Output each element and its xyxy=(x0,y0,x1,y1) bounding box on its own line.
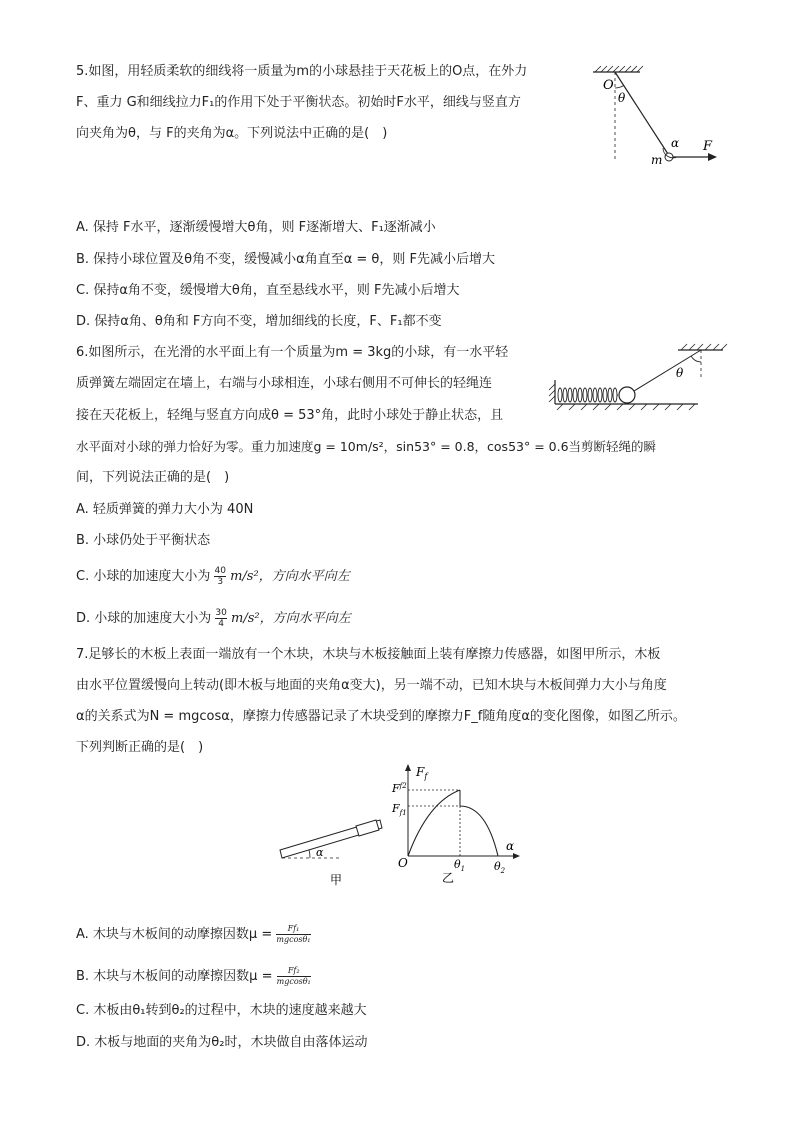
q6-stem-line5: 间，下列说法正确的是( ) xyxy=(76,470,230,485)
q7-option-d: D. 木板与地面的夹角为θ₂时，木块做自由落体运动 xyxy=(76,1035,368,1050)
q6-option-d xyxy=(76,608,351,629)
q5-stem-line2: F、重力 G和细线拉力F₁的作用下处于平衡状态。初始时F水平，细线与竖直方 xyxy=(76,95,521,110)
q7-stem-line1: 7.足够长的木板上表面一端放有一个木块，木块与木板接触面上装有摩擦力传感器，如图甲所示，木板 xyxy=(76,647,661,662)
q7-option-a-prefix: A. 木块与木板间的动摩擦因数μ = xyxy=(76,927,273,942)
q7-label-ff1: $F_{f1}$ xyxy=(392,802,407,817)
q5-option-a: A. 保持 F水平，逐渐缓慢增大θ角，则 F逐渐增大、F₁逐渐减小 xyxy=(76,220,436,235)
q5-label-O: O xyxy=(603,78,614,93)
q7-figure-jia xyxy=(272,800,392,890)
q7-figure-yi xyxy=(388,760,523,890)
q7-stem-line2: 由水平位置缓慢向上转动(即木板与地面的夹角α变大)，另一端不动，已知木块与木板间弹力大小与角度 xyxy=(76,678,667,693)
q6-option-d-numerator: 30 xyxy=(215,608,227,618)
q6-option-d-prefix: D. 小球的加速度大小为 xyxy=(76,611,212,626)
q5-option-c: C. 保持α角不变，缓慢增大θ角，直至悬线水平，则 F先减小后增大 xyxy=(76,283,460,298)
q7-option-c: C. 木板由θ₁转到θ₂的过程中，木块的速度越来越大 xyxy=(76,1003,367,1018)
q6-option-c-suffix: m/s²，方向水平向左 xyxy=(230,569,350,584)
q7-option-b-numerator: Ff₂ xyxy=(277,966,311,977)
q7-label-yi: 乙 xyxy=(442,871,455,885)
q7-jia-alpha: α xyxy=(316,846,324,859)
q6-option-a: A. 轻质弹簧的弹力大小为 40N xyxy=(76,502,254,517)
q7-label-origin: O xyxy=(398,856,408,870)
q7-option-a-fraction xyxy=(276,924,310,945)
q7-option-b-prefix: B. 木块与木板间的动摩擦因数μ = xyxy=(76,969,273,984)
q6-option-d-denominator: 4 xyxy=(218,619,225,629)
q7-option-a xyxy=(76,924,311,945)
q5-stem-line3: 向夹角为θ，与 F的夹角为α。下列说法中正确的是( ) xyxy=(76,126,388,141)
q5-label-F: F xyxy=(703,139,713,154)
q5-label-theta: θ xyxy=(618,91,626,105)
q7-label-theta1: $\theta_1$ xyxy=(454,858,466,873)
q7-label-jia: 甲 xyxy=(330,873,343,887)
q6-label-theta: θ xyxy=(676,366,684,380)
q6-option-c-fraction xyxy=(214,566,225,587)
q6-stem-line3: 接在天花板上，轻绳与竖直方向成θ = 53°角，此时小球处于静止状态，且 xyxy=(76,408,504,423)
q6-option-c-denominator: 3 xyxy=(217,577,224,587)
q7-label-theta2: $\theta_2$ xyxy=(494,860,506,875)
q7-option-b xyxy=(76,966,311,987)
q6-option-b: B. 小球仍处于平衡状态 xyxy=(76,533,211,548)
q5-option-d: D. 保持α角、θ角和 F方向不变，增加细线的长度，F、F₁都不变 xyxy=(76,314,442,329)
q6-option-c-prefix: C. 小球的加速度大小为 xyxy=(76,569,211,584)
q6-stem-line2: 质弹簧左端固定在墙上，右端与小球相连，小球右侧用不可伸长的轻绳连 xyxy=(76,376,493,391)
q5-label-alpha: α xyxy=(671,136,680,150)
q7-stem-line4: 下列判断正确的是( ) xyxy=(76,740,204,755)
q7-label-ff2: $F^{f2}$ xyxy=(392,782,407,795)
q6-option-c-numerator: 40 xyxy=(214,566,226,576)
q6-option-c xyxy=(76,566,350,587)
q6-spring-figure xyxy=(543,342,733,412)
q6-stem-line1: 6.如图所示，在光滑的水平面上有一个质量为m = 3kg的小球，有一水平轻 xyxy=(76,345,509,360)
q5-option-b: B. 保持小球位置及θ角不变，缓慢减小α角直至α = θ，则 F先减小后增大 xyxy=(76,252,495,267)
q7-stem-line3: α的关系式为N = mgcosα，摩擦力传感器记录了木块受到的摩擦力F_f随角度α的变化图像，如图乙所示。 xyxy=(76,709,686,724)
q6-option-d-fraction xyxy=(215,608,226,629)
q6-stem-line4: 水平面对小球的弹力恰好为零。重力加速度g = 10m/s²，sin53° = 0.8，cos53° = 0.6当剪断轻绳的瞬 xyxy=(76,439,657,454)
q5-stem-line1: 5.如图，用轻质柔软的细线将一质量为m的小球悬挂于天花板上的O点，在外力 xyxy=(76,64,528,79)
q5-label-m: m xyxy=(651,153,663,167)
q7-axis-ff: $F_f$ xyxy=(416,765,428,781)
q7-option-a-numerator: Ff₁ xyxy=(276,924,310,935)
q7-option-b-fraction xyxy=(277,966,311,987)
q7-option-b-denominator: mgcosθ₁ xyxy=(276,977,311,986)
q5-pendulum-figure xyxy=(585,62,725,172)
q7-option-a-denominator: mgcosθ₁ xyxy=(276,935,311,944)
q7-axis-alpha: α xyxy=(506,839,515,853)
q6-option-d-suffix: m/s²，方向水平向左 xyxy=(231,611,351,626)
